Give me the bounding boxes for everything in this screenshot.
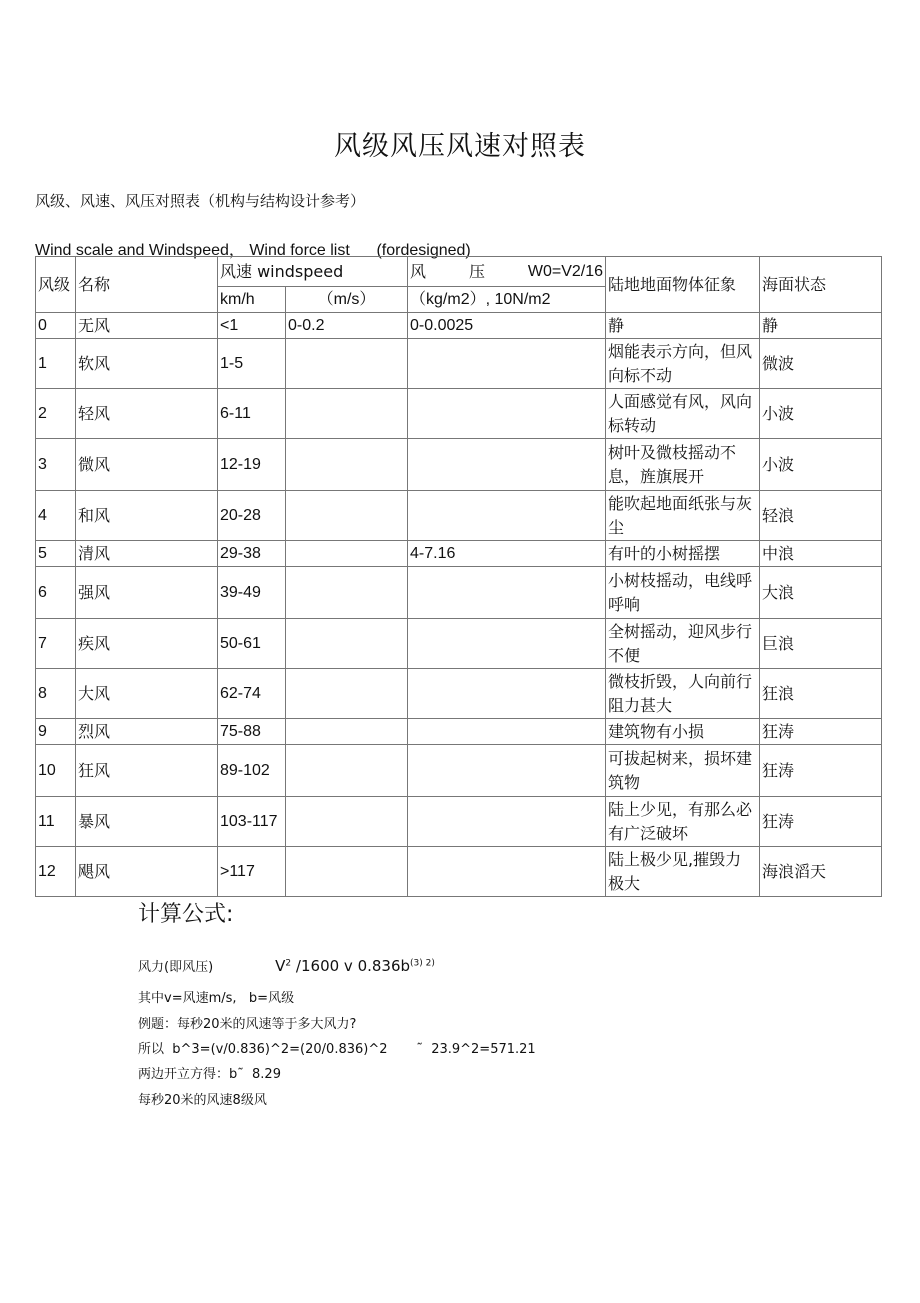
- cell-kmh: 89-102: [218, 745, 286, 797]
- header-pressure: [408, 257, 606, 287]
- cell-ms: [286, 567, 408, 619]
- table-row: [36, 339, 882, 389]
- formula-tail: (3) 2): [410, 958, 435, 969]
- cell-land: 小树枝摇动，电线呼呼响: [606, 567, 760, 619]
- cell-level: 7: [36, 619, 76, 669]
- cell-level: 10: [36, 745, 76, 797]
- cell-name: 和风: [76, 491, 218, 541]
- cell-land: 微枝折毁，人向前行阻力甚大: [606, 669, 760, 719]
- cell-kmh: <1: [218, 313, 286, 339]
- header-kmh: km/h: [218, 287, 286, 313]
- table-row: [36, 745, 882, 797]
- cell-land: 人面感觉有风，风向标转动: [606, 389, 760, 439]
- cell-name: 软风: [76, 339, 218, 389]
- table-row: [36, 797, 882, 847]
- cell-ms: [286, 847, 408, 897]
- cell-pressure: [408, 389, 606, 439]
- formula-heading: 计算公式:: [138, 902, 234, 927]
- cell-land: 全树摇动，迎风步行不便: [606, 619, 760, 669]
- header-name: 名称: [76, 257, 218, 313]
- table-row: [36, 619, 882, 669]
- cell-name: 烈风: [76, 719, 218, 745]
- cell-ms: 0-0.2: [286, 313, 408, 339]
- cell-kmh: 1-5: [218, 339, 286, 389]
- cell-sea: 静: [760, 313, 882, 339]
- cell-pressure: 0-0.0025: [408, 313, 606, 339]
- cell-land: 烟能表示方向，但风向标不动: [606, 339, 760, 389]
- header-pressure-b: 压: [468, 261, 485, 281]
- cell-land: 建筑物有小损: [606, 719, 760, 745]
- cell-sea: 小波: [760, 439, 882, 491]
- cell-level: 0: [36, 313, 76, 339]
- cell-ms: [286, 797, 408, 847]
- table-row: [36, 313, 882, 339]
- table-row: [36, 439, 882, 491]
- formula-line-1: [138, 956, 435, 975]
- table-row: [36, 541, 882, 567]
- cell-ms: [286, 719, 408, 745]
- formula-sup: 2: [285, 958, 292, 969]
- cell-pressure: [408, 719, 606, 745]
- cell-name: 狂风: [76, 745, 218, 797]
- cell-land: 可拔起树来，损坏建筑物: [606, 745, 760, 797]
- cell-ms: [286, 669, 408, 719]
- cell-sea: 海浪滔天: [760, 847, 882, 897]
- cell-sea: 小波: [760, 389, 882, 439]
- cell-level: 5: [36, 541, 76, 567]
- english-subtitle: Wind scale and Windspeed， Wind force list (fordesigned): [35, 242, 471, 259]
- cell-kmh: 62-74: [218, 669, 286, 719]
- cell-kmh: 29-38: [218, 541, 286, 567]
- cell-name: 飓风: [76, 847, 218, 897]
- formula-line-6: 每秒20米的风速8级风: [138, 1093, 267, 1108]
- cell-level: 6: [36, 567, 76, 619]
- cell-land: 静: [606, 313, 760, 339]
- header-pressure-a: 风: [410, 261, 427, 281]
- cell-sea: 狂涛: [760, 797, 882, 847]
- cell-pressure: [408, 567, 606, 619]
- formula-rest: /1600 v 0.836b: [291, 957, 411, 975]
- cell-name: 疾风: [76, 619, 218, 669]
- table-row: [36, 719, 882, 745]
- cell-ms: [286, 745, 408, 797]
- header-pressure-formula: W0=V2/16: [527, 262, 604, 280]
- table-row: [36, 389, 882, 439]
- header-sea: 海面状态: [760, 257, 882, 313]
- cell-ms: [286, 439, 408, 491]
- cell-pressure: [408, 491, 606, 541]
- cell-ms: [286, 491, 408, 541]
- formula-line-5: 两边开立方得：b˜ 8.29: [138, 1067, 281, 1082]
- cell-kmh: 75-88: [218, 719, 286, 745]
- cell-sea: 狂涛: [760, 719, 882, 745]
- wind-scale-table: [35, 256, 882, 897]
- cell-land: 有叶的小树摇摆: [606, 541, 760, 567]
- cell-sea: 巨浪: [760, 619, 882, 669]
- cell-pressure: [408, 797, 606, 847]
- cell-sea: 狂浪: [760, 669, 882, 719]
- formula-v: V: [275, 957, 286, 975]
- cell-land: 陆上少见，有那么必 有广泛破坏: [606, 797, 760, 847]
- cell-level: 2: [36, 389, 76, 439]
- cell-kmh: 6-11: [218, 389, 286, 439]
- cell-ms: [286, 389, 408, 439]
- cell-sea: 中浪: [760, 541, 882, 567]
- cell-name: 暴风: [76, 797, 218, 847]
- cell-level: 1: [36, 339, 76, 389]
- table-row: [36, 491, 882, 541]
- cell-kmh: 20-28: [218, 491, 286, 541]
- header-pressure-unit: （kg/m2）, 10N/m2: [408, 287, 606, 313]
- table-row: [36, 567, 882, 619]
- cell-sea: 轻浪: [760, 491, 882, 541]
- cell-land: 能吹起地面纸张与灰尘: [606, 491, 760, 541]
- cell-sea: 大浪: [760, 567, 882, 619]
- cell-land: 陆上极少见,摧毁力极大: [606, 847, 760, 897]
- cell-kmh: 12-19: [218, 439, 286, 491]
- header-ms: （m/s）: [286, 287, 408, 313]
- header-row-1: [36, 257, 882, 287]
- cell-pressure: [408, 847, 606, 897]
- formula-line-3: 例题：每秒20米的风速等于多大风力?: [138, 1017, 357, 1032]
- header-speed: 风速 windspeed: [218, 257, 408, 287]
- subtitle: 风级、风速、风压对照表（机构与结构设计参考）: [35, 192, 366, 210]
- cell-ms: [286, 541, 408, 567]
- cell-kmh: 39-49: [218, 567, 286, 619]
- page-title: 风级风压风速对照表: [334, 131, 586, 162]
- table-row: [36, 669, 882, 719]
- cell-level: 9: [36, 719, 76, 745]
- cell-pressure: [408, 669, 606, 719]
- cell-name: 微风: [76, 439, 218, 491]
- header-land: 陆地地面物体征象: [606, 257, 760, 313]
- cell-sea: 狂涛: [760, 745, 882, 797]
- table-row: [36, 847, 882, 897]
- cell-sea: 微波: [760, 339, 882, 389]
- cell-kmh: 103-117: [218, 797, 286, 847]
- cell-pressure: [408, 339, 606, 389]
- header-level: 风级: [36, 257, 76, 313]
- cell-level: 12: [36, 847, 76, 897]
- cell-pressure: [408, 439, 606, 491]
- cell-ms: [286, 619, 408, 669]
- cell-level: 8: [36, 669, 76, 719]
- cell-pressure: 4-7.16: [408, 541, 606, 567]
- cell-level: 4: [36, 491, 76, 541]
- cell-kmh: >117: [218, 847, 286, 897]
- cell-level: 3: [36, 439, 76, 491]
- cell-name: 清风: [76, 541, 218, 567]
- cell-name: 轻风: [76, 389, 218, 439]
- cell-name: 强风: [76, 567, 218, 619]
- cell-name: 大风: [76, 669, 218, 719]
- formula-line-2: 其中v=风速m/s, b=风级: [138, 991, 295, 1006]
- cell-pressure: [408, 619, 606, 669]
- formula-label: 风力(即风压): [138, 960, 214, 975]
- cell-kmh: 50-61: [218, 619, 286, 669]
- cell-ms: [286, 339, 408, 389]
- cell-level: 11: [36, 797, 76, 847]
- cell-name: 无风: [76, 313, 218, 339]
- cell-land: 树叶及微枝摇动不息，旌旗展开: [606, 439, 760, 491]
- cell-pressure: [408, 745, 606, 797]
- formula-line-4: 所以 b^3=(v/0.836)^2=(20/0.836)^2 ˜ 23.9^2=571.21: [138, 1042, 536, 1057]
